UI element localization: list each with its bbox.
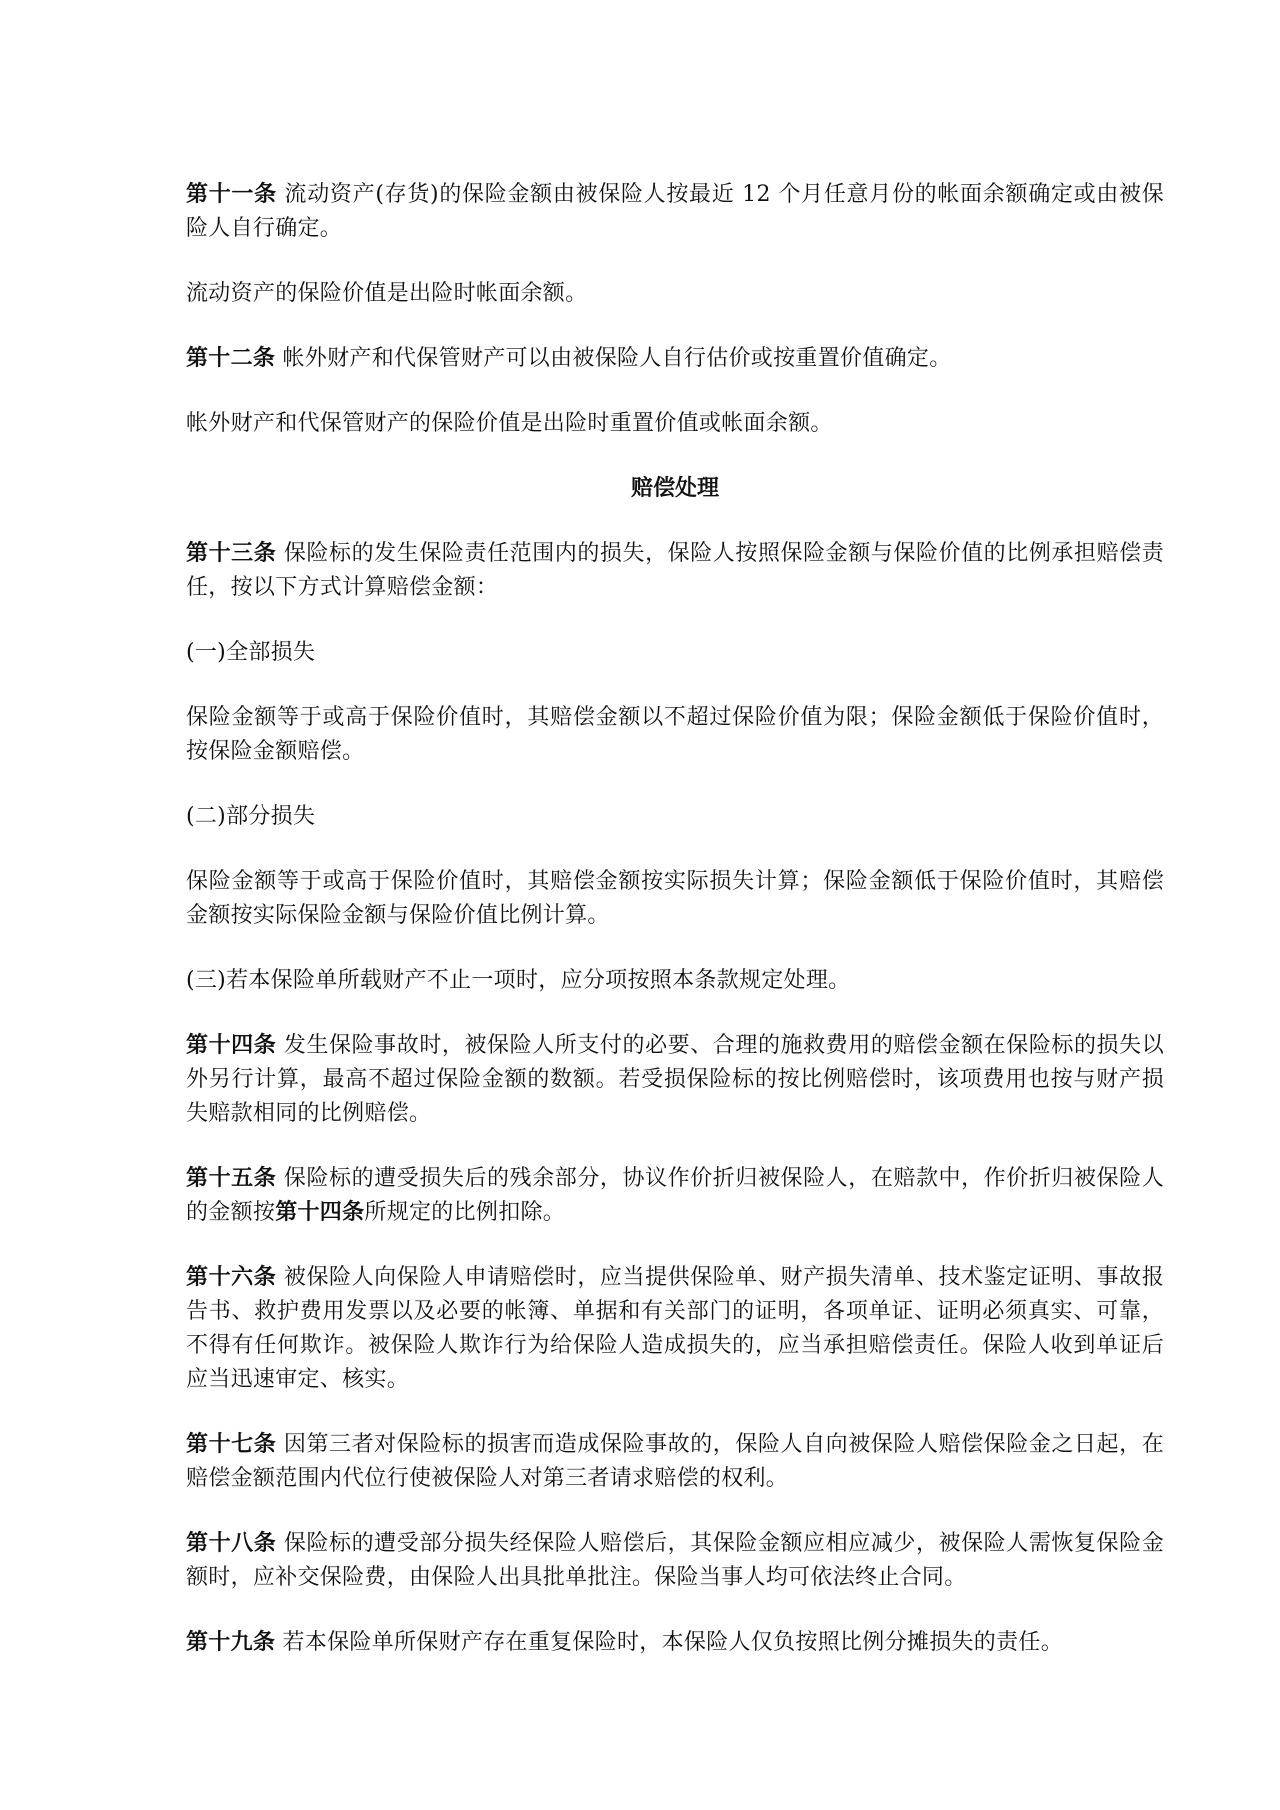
article-12 <box>186 342 1164 376</box>
article-17 <box>186 1428 1164 1496</box>
item-2-text: 保险金额等于或高于保险价值时，其赔偿金额按实际损失计算；保险金额低于保险价值时，其赔偿金额按实际保险金额与保险价值比例计算。 <box>186 869 1164 928</box>
article-label: 第十七条 <box>186 1432 277 1457</box>
article-text: 保险标的遭受损失后的残余部分，协议作价折归被保险人，在赔款中，作价折归被保险人的金额按 <box>186 1166 1165 1225</box>
item-1-text: 保险金额等于或高于保险价值时，其赔偿金额以不超过保险价值为限；保险金额低于保险价值时，按保险金额赔偿。 <box>186 705 1164 764</box>
paragraph-11-value: 流动资产的保险价值是出险时帐面余额。 <box>186 281 588 306</box>
paragraph-12-value: 帐外财产和代保管财产的保险价值是出险时重置价值或帐面余额。 <box>186 411 833 436</box>
section-heading: 赔偿处理 <box>630 476 719 501</box>
article-16 <box>186 1261 1164 1397</box>
article-13 <box>186 537 1164 605</box>
article-label: 第十五条 <box>186 1166 277 1191</box>
article-label: 第十二条 <box>186 346 276 371</box>
article-14 <box>186 1029 1164 1131</box>
article-reference: 第十四条 <box>275 1200 365 1225</box>
article-label: 第十九条 <box>186 1630 276 1655</box>
item-1-title: (一)全部损失 <box>186 640 316 665</box>
article-text: 若本保险单所保财产存在重复保险时，本保险人仅负按照比例分摊损失的责任。 <box>275 1630 1063 1655</box>
article-19 <box>186 1626 1164 1660</box>
article-text: 被保险人向保险人申请赔偿时，应当提供保险单、财产损失清单、技术鉴定证明、事故报告书、救护费用发票以及必要的帐簿、单据和有关部门的证明，各项单证、证明必须真实、可靠，不得有任何欺诈。被保险人欺诈行为给保险人造成损失的，应当承担赔偿责任。保险人收到单证后应当迅速审定、核实。 <box>186 1265 1165 1392</box>
item-2-title: (二)部分损失 <box>186 804 316 829</box>
article-label: 第十八条 <box>186 1531 277 1556</box>
article-label: 第十四条 <box>186 1033 277 1058</box>
article-text: 保险标的发生保险责任范围内的损失，保险人按照保险金额与保险价值的比例承担赔偿责任，按以下方式计算赔偿金额： <box>186 541 1165 600</box>
item-3: (三)若本保险单所载财产不止一项时，应分项按照本条款规定处理。 <box>186 968 851 993</box>
article-label: 第十六条 <box>186 1265 277 1290</box>
article-label: 第十三条 <box>186 541 277 566</box>
article-15 <box>186 1162 1164 1230</box>
article-text: 发生保险事故时，被保险人所支付的必要、合理的施救费用的赔偿金额在保险标的损失以外另行计算，最高不超过保险金额的数额。若受损保险标的按比例赔偿时，该项费用也按与财产损失赔款相同的比例赔偿。 <box>186 1033 1165 1126</box>
article-text-end: 所规定的比例扣除。 <box>364 1200 566 1225</box>
article-text: 因第三者对保险标的损害而造成保险事故的，保险人自向被保险人赔偿保险金之日起，在赔偿金额范围内代位行使被保险人对第三者请求赔偿的权利。 <box>186 1432 1165 1491</box>
document-body <box>186 178 1164 1691</box>
article-text: 流动资产(存货)的保险金额由被保险人按最近 12 个月任意月份的帐面余额确定或由被保险人自行确定。 <box>186 182 1165 241</box>
article-text: 帐外财产和代保管财产可以由被保险人自行估价或按重置价值确定。 <box>275 346 952 371</box>
article-18 <box>186 1527 1164 1595</box>
article-text: 保险标的遭受部分损失经保险人赔偿后，其保险金额应相应减少，被保险人需恢复保险金额时，应补交保险费，由保险人出具批单批注。保险当事人均可依法终止合同。 <box>186 1531 1165 1590</box>
article-label: 第十一条 <box>186 182 277 207</box>
article-11 <box>186 178 1164 246</box>
